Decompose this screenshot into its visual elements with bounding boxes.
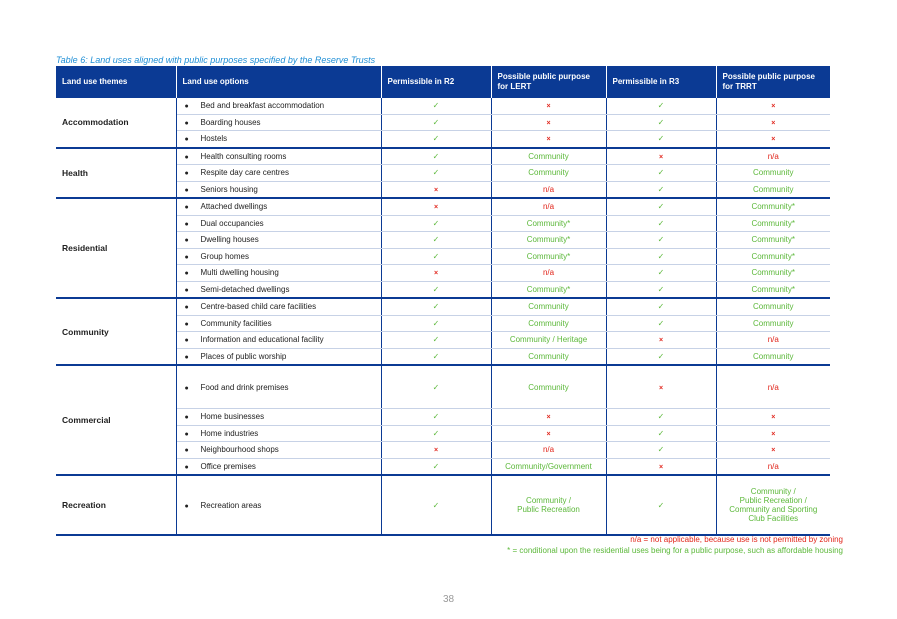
table-row: [56, 98, 830, 114]
option-cell: [176, 409, 381, 426]
purpose-text: n/a: [767, 335, 779, 345]
cell-trrt: [716, 425, 830, 442]
option-label: Multi dwelling housing: [200, 268, 279, 278]
table-notes: [507, 534, 843, 556]
check-icon: ✓: [657, 412, 665, 422]
option-label: Respite day care centres: [200, 168, 289, 178]
cell-lert: [491, 425, 606, 442]
cell-r3: [606, 181, 716, 198]
cell-lert: [491, 181, 606, 198]
option-label: Information and educational facility: [200, 335, 324, 345]
purpose-text: Community: [753, 184, 794, 194]
check-icon: ✓: [432, 251, 440, 261]
cell-r2: [381, 165, 491, 182]
cell-r2: [381, 365, 491, 409]
cross-icon: ×: [546, 430, 551, 438]
option-label: Places of public worship: [200, 351, 287, 361]
option-cell: [176, 198, 381, 215]
cell-r3: [606, 215, 716, 232]
check-icon: ✓: [432, 218, 440, 228]
table-caption: Table 6: Land uses aligned with public purposes specified by the Reserve Trusts: [56, 55, 376, 65]
purpose-text: n/a: [542, 445, 555, 455]
check-icon: ✓: [657, 117, 665, 127]
cross-icon: ×: [771, 447, 776, 455]
bullet-icon: ●: [184, 304, 189, 312]
option-label: Home businesses: [200, 412, 265, 422]
option-label: Boarding houses: [200, 117, 261, 127]
purpose-text: Community: [528, 351, 569, 361]
option-cell: [176, 181, 381, 198]
option-cell: [176, 458, 381, 475]
option-cell: [176, 232, 381, 249]
header-permissible-r3: Permissible in R3: [606, 66, 716, 98]
cross-icon: ×: [433, 270, 439, 278]
cross-icon: ×: [658, 153, 664, 161]
cross-icon: ×: [771, 119, 776, 127]
cell-r3: [606, 298, 716, 315]
bullet-icon: ●: [184, 186, 189, 194]
cell-r2: [381, 475, 491, 535]
theme-cell: Community: [56, 298, 176, 365]
cell-r2: [381, 298, 491, 315]
cell-r2: [381, 114, 491, 131]
purpose-text: Community: [753, 351, 794, 361]
purpose-text: Community*: [751, 284, 796, 294]
cell-lert: [491, 442, 606, 459]
cell-r2: [381, 181, 491, 198]
cell-r2: [381, 148, 491, 165]
cross-icon: ×: [771, 136, 776, 144]
check-icon: ✓: [432, 235, 440, 245]
option-cell: [176, 475, 381, 535]
cell-r3: [606, 458, 716, 475]
cell-trrt: [716, 281, 830, 298]
check-icon: ✓: [657, 428, 665, 438]
option-cell: [176, 265, 381, 282]
cell-r3: [606, 409, 716, 426]
purpose-text: Community*: [751, 235, 796, 245]
cell-r2: [381, 232, 491, 249]
check-icon: ✓: [432, 351, 440, 361]
cell-r2: [381, 248, 491, 265]
table-body: [56, 98, 830, 535]
purpose-text: Community / Public Recreation: [517, 496, 580, 514]
cell-r3: [606, 365, 716, 409]
check-icon: ✓: [657, 168, 665, 178]
check-icon: ✓: [432, 101, 440, 111]
cell-lert: [491, 409, 606, 426]
purpose-text: n/a: [767, 151, 779, 161]
header-land-use-themes: Land use themes: [56, 66, 176, 98]
cell-lert: [491, 148, 606, 165]
cell-r3: [606, 281, 716, 298]
purpose-text: Community: [528, 168, 569, 178]
purpose-text: Community*: [751, 268, 796, 278]
header-purpose-lert: Possible public purpose for LERT: [491, 66, 606, 98]
cross-icon: ×: [433, 204, 439, 212]
option-label: Food and drink premises: [200, 382, 289, 392]
table-row: [56, 148, 830, 165]
cell-lert: [491, 348, 606, 365]
cell-r2: [381, 315, 491, 332]
option-cell: [176, 365, 381, 409]
cross-icon: ×: [658, 384, 664, 392]
option-cell: [176, 131, 381, 148]
cell-trrt: [716, 248, 830, 265]
option-cell: [176, 114, 381, 131]
cross-icon: ×: [658, 463, 664, 471]
bullet-icon: ●: [184, 204, 189, 212]
cell-r2: [381, 332, 491, 349]
cell-trrt: [716, 409, 830, 426]
purpose-text: Community*: [526, 284, 571, 294]
option-cell: [176, 332, 381, 349]
option-label: Group homes: [200, 251, 249, 261]
cell-lert: [491, 114, 606, 131]
check-icon: ✓: [657, 251, 665, 261]
option-cell: [176, 215, 381, 232]
cell-trrt: [716, 165, 830, 182]
cell-r2: [381, 215, 491, 232]
bullet-icon: ●: [184, 286, 189, 294]
option-label: Dual occupancies: [200, 218, 264, 228]
check-icon: ✓: [432, 428, 440, 438]
cell-lert: [491, 458, 606, 475]
cell-trrt: [716, 232, 830, 249]
bullet-icon: ●: [184, 119, 189, 127]
cell-trrt: [716, 298, 830, 315]
cell-r3: [606, 232, 716, 249]
cell-r3: [606, 248, 716, 265]
option-cell: [176, 165, 381, 182]
check-icon: ✓: [432, 284, 440, 294]
purpose-text: Community: [753, 318, 794, 328]
check-icon: ✓: [432, 318, 440, 328]
cell-r3: [606, 131, 716, 148]
check-icon: ✓: [657, 284, 665, 294]
check-icon: ✓: [432, 335, 440, 345]
option-cell: [176, 248, 381, 265]
cell-r2: [381, 98, 491, 114]
purpose-text: n/a: [542, 184, 555, 194]
cell-lert: [491, 232, 606, 249]
theme-cell: Residential: [56, 198, 176, 298]
cross-icon: ×: [546, 103, 551, 111]
table-header-row: [56, 66, 830, 98]
cell-lert: [491, 215, 606, 232]
purpose-text: Community*: [526, 218, 571, 228]
purpose-text: Community: [528, 151, 569, 161]
cell-r2: [381, 458, 491, 475]
check-icon: ✓: [657, 318, 665, 328]
cell-trrt: [716, 348, 830, 365]
cell-r3: [606, 442, 716, 459]
cell-lert: [491, 365, 606, 409]
bullet-icon: ●: [184, 153, 189, 161]
option-label: Recreation areas: [200, 500, 262, 510]
bullet-icon: ●: [184, 136, 189, 144]
bullet-icon: ●: [184, 103, 189, 111]
check-icon: ✓: [432, 117, 440, 127]
option-label: Hostels: [200, 134, 228, 144]
cross-icon: ×: [771, 414, 776, 422]
check-icon: ✓: [657, 351, 665, 361]
purpose-text: n/a: [542, 202, 555, 212]
cell-trrt: [716, 98, 830, 114]
option-label: Community facilities: [200, 318, 272, 328]
cell-lert: [491, 281, 606, 298]
cell-trrt: [716, 114, 830, 131]
bullet-icon: ●: [184, 320, 189, 328]
purpose-text: n/a: [542, 268, 555, 278]
cell-trrt: [716, 365, 830, 409]
check-icon: ✓: [432, 302, 440, 312]
check-icon: ✓: [432, 461, 440, 471]
purpose-text: Community*: [751, 251, 796, 261]
cell-lert: [491, 265, 606, 282]
bullet-icon: ●: [184, 220, 189, 228]
option-label: Attached dwellings: [200, 202, 268, 212]
purpose-text: n/a: [767, 461, 779, 471]
cell-lert: [491, 475, 606, 535]
check-icon: ✓: [432, 134, 440, 144]
option-cell: [176, 281, 381, 298]
cell-trrt: [716, 332, 830, 349]
option-label: Bed and breakfast accommodation: [200, 101, 325, 111]
purpose-text: n/a: [767, 382, 779, 392]
check-icon: ✓: [657, 101, 665, 111]
cross-icon: ×: [546, 136, 551, 144]
header-permissible-r2: Permissible in R2: [381, 66, 491, 98]
cell-trrt: [716, 442, 830, 459]
purpose-text: Community: [528, 302, 569, 312]
option-cell: [176, 98, 381, 114]
option-label: Dwelling houses: [200, 235, 259, 245]
cell-trrt: [716, 181, 830, 198]
option-cell: [176, 298, 381, 315]
note-conditional: * = conditional upon the residential uses being for a public purpose, such as affordable housing: [507, 546, 843, 555]
table-row: [56, 475, 830, 535]
option-label: Office premises: [200, 461, 256, 471]
theme-cell: Health: [56, 148, 176, 199]
cell-trrt: [716, 148, 830, 165]
bullet-icon: ●: [184, 237, 189, 245]
option-label: Semi-detached dwellings: [200, 284, 290, 294]
cell-trrt: [716, 475, 830, 535]
check-icon: ✓: [657, 302, 665, 312]
cell-r3: [606, 198, 716, 215]
purpose-text: Community: [528, 382, 569, 392]
check-icon: ✓: [657, 202, 665, 212]
cell-r3: [606, 315, 716, 332]
cell-r2: [381, 348, 491, 365]
cell-r2: [381, 131, 491, 148]
cross-icon: ×: [546, 414, 551, 422]
bullet-icon: ●: [184, 353, 189, 361]
purpose-text: Community / Heritage: [509, 335, 588, 345]
option-label: Neighbourhood shops: [200, 445, 279, 455]
theme-cell: Accommodation: [56, 98, 176, 148]
theme-cell: Recreation: [56, 475, 176, 535]
cell-r2: [381, 442, 491, 459]
purpose-text: Community*: [751, 202, 796, 212]
note-not-applicable: n/a = not applicable, because use is not permitted by zoning: [630, 535, 843, 544]
purpose-text: Community: [753, 302, 794, 312]
check-icon: ✓: [657, 445, 665, 455]
bullet-icon: ●: [184, 384, 189, 392]
bullet-icon: ●: [184, 253, 189, 261]
option-label: Centre-based child care facilities: [200, 302, 317, 312]
cell-r3: [606, 98, 716, 114]
theme-cell: Commercial: [56, 365, 176, 475]
table-row: [56, 365, 830, 409]
cross-icon: ×: [771, 103, 776, 111]
purpose-text: Community*: [751, 218, 796, 228]
bullet-icon: ●: [184, 270, 189, 278]
cell-lert: [491, 98, 606, 114]
bullet-icon: ●: [184, 502, 189, 510]
cell-r2: [381, 425, 491, 442]
cross-icon: ×: [433, 447, 439, 455]
cell-r3: [606, 425, 716, 442]
cell-r2: [381, 409, 491, 426]
table-row: [56, 298, 830, 315]
cross-icon: ×: [546, 119, 551, 127]
cell-lert: [491, 165, 606, 182]
option-cell: [176, 315, 381, 332]
purpose-text: Community*: [526, 251, 571, 261]
check-icon: ✓: [432, 168, 440, 178]
bullet-icon: ●: [184, 414, 189, 422]
option-cell: [176, 148, 381, 165]
cell-trrt: [716, 315, 830, 332]
cell-trrt: [716, 131, 830, 148]
bullet-icon: ●: [184, 337, 189, 345]
bullet-icon: ●: [184, 447, 189, 455]
option-cell: [176, 425, 381, 442]
option-label: Seniors housing: [200, 184, 258, 194]
cell-lert: [491, 248, 606, 265]
purpose-text: Community*: [526, 235, 571, 245]
cell-lert: [491, 332, 606, 349]
cell-r3: [606, 332, 716, 349]
cell-trrt: [716, 458, 830, 475]
header-purpose-trrt: Possible public purpose for TRRT: [716, 66, 830, 98]
bullet-icon: ●: [184, 430, 189, 438]
purpose-text: Community: [753, 168, 794, 178]
cell-r3: [606, 165, 716, 182]
check-icon: ✓: [657, 218, 665, 228]
check-icon: ✓: [432, 500, 440, 510]
cell-lert: [491, 198, 606, 215]
cell-r2: [381, 265, 491, 282]
bullet-icon: ●: [184, 170, 189, 178]
page-number: 38: [442, 594, 455, 605]
option-label: Health consulting rooms: [200, 151, 287, 161]
check-icon: ✓: [657, 184, 665, 194]
check-icon: ✓: [432, 382, 440, 392]
check-icon: ✓: [432, 412, 440, 422]
check-icon: ✓: [432, 151, 440, 161]
cell-r3: [606, 148, 716, 165]
cell-trrt: [716, 215, 830, 232]
purpose-text: Community / Public Recreation / Community and Sporting Club Facilities: [729, 487, 818, 523]
cell-r2: [381, 198, 491, 215]
cell-r3: [606, 348, 716, 365]
table-row: [56, 198, 830, 215]
cell-trrt: [716, 265, 830, 282]
purpose-text: Community: [528, 318, 569, 328]
option-cell: [176, 348, 381, 365]
option-label: Home industries: [200, 428, 259, 438]
bullet-icon: ●: [184, 463, 189, 471]
cell-r3: [606, 114, 716, 131]
cross-icon: ×: [771, 430, 776, 438]
cross-icon: ×: [658, 337, 664, 345]
check-icon: ✓: [657, 235, 665, 245]
cell-r3: [606, 475, 716, 535]
cell-lert: [491, 131, 606, 148]
land-use-table-wrapper: [56, 66, 830, 536]
cell-r3: [606, 265, 716, 282]
cell-lert: [491, 298, 606, 315]
header-land-use-options: Land use options: [176, 66, 381, 98]
land-use-table: [56, 66, 830, 536]
option-cell: [176, 442, 381, 459]
purpose-text: Community/Government: [505, 461, 592, 471]
check-icon: ✓: [657, 268, 665, 278]
check-icon: ✓: [657, 134, 665, 144]
cell-trrt: [716, 198, 830, 215]
cell-lert: [491, 315, 606, 332]
cross-icon: ×: [433, 186, 439, 194]
cell-r2: [381, 281, 491, 298]
check-icon: ✓: [657, 500, 665, 510]
